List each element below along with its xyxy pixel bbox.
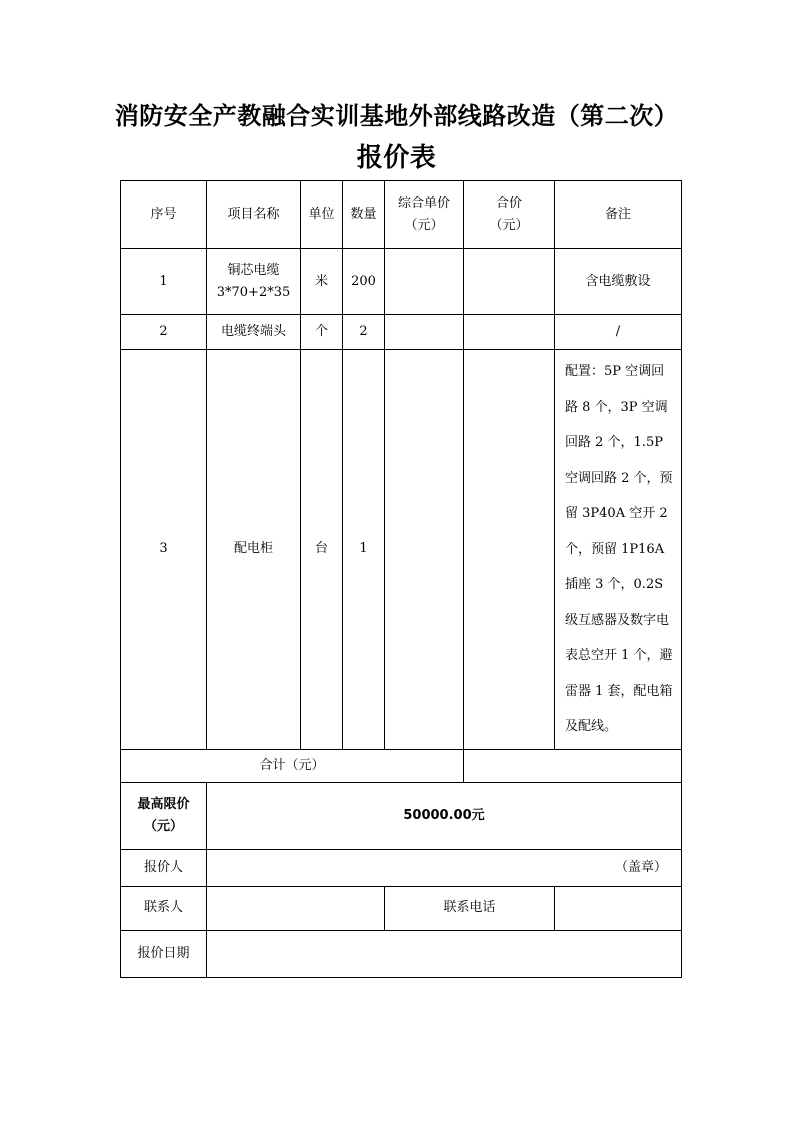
row-total [464, 249, 555, 315]
row-quantity: 1 [343, 350, 385, 750]
row-seq: 1 [121, 249, 207, 315]
row-item-name: 配电柜 [207, 350, 301, 750]
subtotal-value [464, 749, 682, 782]
row-seq: 3 [121, 350, 207, 750]
table-row [121, 350, 682, 750]
header-remarks: 备注 [555, 181, 682, 249]
row-total [464, 315, 555, 350]
header-unit-price-line2: （元） [404, 217, 444, 233]
table-row [121, 315, 682, 350]
max-price-label-line2: （元） [143, 818, 183, 834]
row-item-name-line2: 3*70+2*35 [216, 284, 291, 300]
table-row [121, 249, 682, 315]
subtotal-label: 合计（元） [121, 749, 464, 782]
phone-label: 联系电话 [385, 886, 555, 930]
header-seq: 序号 [121, 181, 207, 249]
row-item-name [207, 249, 301, 315]
row-seq: 2 [121, 315, 207, 350]
header-quantity: 数量 [343, 181, 385, 249]
max-price-row [121, 782, 682, 849]
header-row [121, 181, 682, 249]
header-unit: 单位 [301, 181, 343, 249]
contact-label: 联系人 [121, 886, 207, 930]
contact-value [207, 886, 385, 930]
document-subtitle: 报价表 [356, 143, 437, 173]
header-total-line2: （元） [489, 217, 529, 233]
row-unit: 台 [301, 350, 343, 750]
header-unit-price [385, 181, 464, 249]
header-item-name: 项目名称 [207, 181, 301, 249]
row-unit-price [385, 315, 464, 350]
date-row [121, 930, 682, 977]
quotation-table [120, 180, 682, 978]
row-item-name-line1: 铜芯电缆 [227, 262, 280, 278]
seal-label: （盖章） [207, 849, 682, 886]
date-value [207, 930, 682, 977]
row-remarks: 配置：5P 空调回路 8 个，3P 空调回路 2 个，1.5P 空调回路 2 个，预留 3P40A 空开 2 个，预留 1P16A 插座 3 个，0.2S 级互感器及数字电表总空开 1 个，避雷器 1 套，配电箱及配线。 [555, 350, 682, 750]
header-total-line1: 合价 [495, 195, 522, 211]
row-unit: 米 [301, 249, 343, 315]
phone-value [555, 886, 682, 930]
row-quantity: 2 [343, 315, 385, 350]
date-label: 报价日期 [121, 930, 207, 977]
row-unit-price [385, 350, 464, 750]
quoter-label: 报价人 [121, 849, 207, 886]
document-title: 消防安全产教融合实训基地外部线路改造（第二次） [114, 102, 679, 130]
quoter-row [121, 849, 682, 886]
row-unit-price [385, 249, 464, 315]
max-price-label [121, 782, 207, 849]
max-price-value: 50000.00元 [207, 782, 682, 849]
row-remarks: 含电缆敷设 [555, 249, 682, 315]
row-item-name: 电缆终端头 [207, 315, 301, 350]
row-remarks: / [555, 315, 682, 350]
header-total [464, 181, 555, 249]
row-unit: 个 [301, 315, 343, 350]
row-quantity: 200 [343, 249, 385, 315]
subtotal-row [121, 749, 682, 782]
row-total [464, 350, 555, 750]
header-unit-price-line1: 综合单价 [397, 195, 450, 211]
contact-row [121, 886, 682, 930]
max-price-label-line1: 最高限价 [137, 796, 190, 812]
